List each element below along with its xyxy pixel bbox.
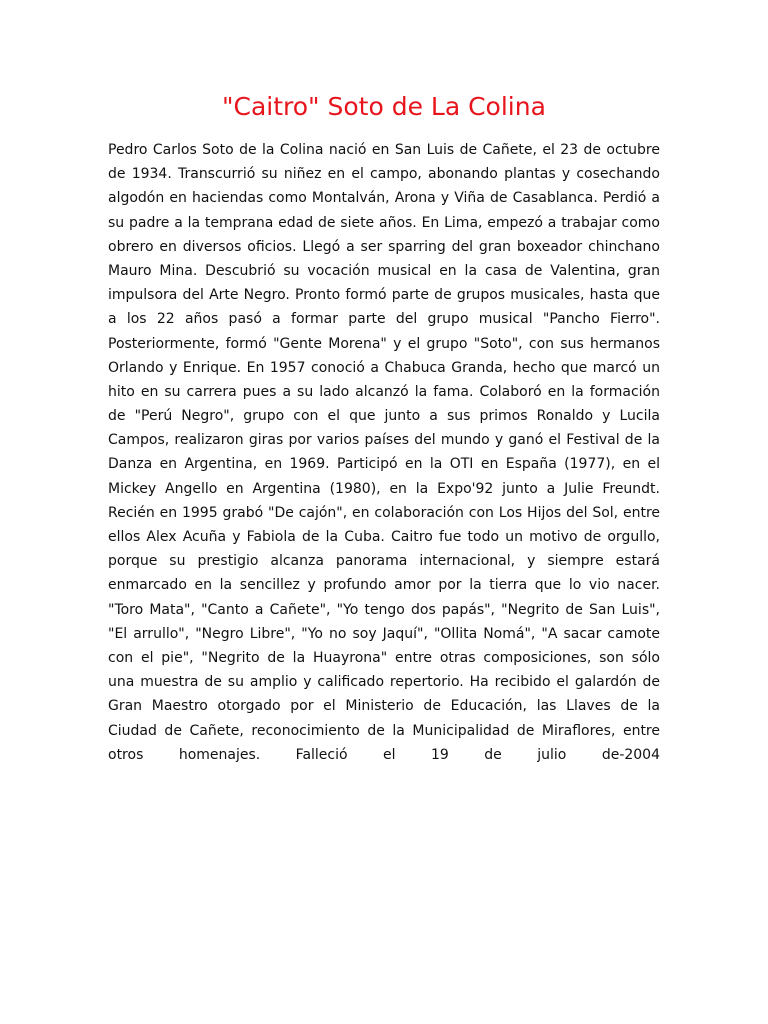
paragraph-line: con el pie", "Negrito de la Huayrona" entre otras composiciones, son sólo	[108, 649, 660, 666]
paragraph-line: "Toro Mata", "Canto a Cañete", "Yo tengo dos papás", "Negrito de San Luis",	[108, 601, 660, 618]
paragraph-line: "El arrullo", "Negro Libre", "Yo no soy Jaquí", "Ollita Nomá", "A sacar camote	[108, 625, 660, 642]
paragraph-line: Posteriormente, formó "Gente Morena" y el grupo "Soto", con sus hermanos	[108, 335, 660, 352]
paragraph-line: porque su prestigio alcanza panorama internacional, y siempre estará	[108, 553, 660, 570]
paragraph-line: a los 22 años pasó a formar parte del grupo musical "Pancho Fierro".	[108, 311, 660, 328]
paragraph-line: otros homenajes. Falleció el 19 de julio de-2004	[108, 746, 660, 763]
paragraph-line: algodón en haciendas como Montalván, Arona y Viña de Casablanca. Perdió a	[108, 190, 660, 207]
page-title: "Caitro" Soto de La Colina	[222, 92, 546, 121]
paragraph-line: de 1934. Transcurrió su niñez en el campo, abonando plantas y cosechando	[108, 166, 660, 183]
paragraph-line: Ciudad de Cañete, reconocimiento de la Municipalidad de Miraflores, entre	[108, 722, 660, 739]
paragraph-line: enmarcado en la sencillez y profundo amor por la tierra que lo vio nacer.	[108, 577, 660, 594]
paragraph-line: Mickey Angello en Argentina (1980), en la Expo'92 junto a Julie Freundt.	[108, 480, 660, 497]
biography-paragraph	[108, 138, 660, 767]
paragraph-line: impulsora del Arte Negro. Pronto formó parte de grupos musicales, hasta que	[108, 287, 660, 304]
paragraph-line: ellos Alex Acuña y Fabiola de la Cuba. Caitro fue todo un motivo de orgullo,	[108, 529, 660, 545]
paragraph-line: Recién en 1995 grabó "De cajón", en colaboración con Los Hijos del Sol, entre	[108, 504, 660, 521]
paragraph-line: obrero en diversos oficios. Llegó a ser sparring del gran boxeador chinchano	[108, 238, 660, 255]
paragraph-line: Pedro Carlos Soto de la Colina nació en San Luis de Cañete, el 23 de octubre	[108, 142, 660, 158]
paragraph-line: Danza en Argentina, en 1969. Participó en la OTI en España (1977), en el	[108, 456, 660, 473]
paragraph-line: Campos, realizaron giras por varios países del mundo y ganó el Festival de la	[108, 432, 660, 449]
paragraph-line: Orlando y Enrique. En 1957 conoció a Chabuca Granda, hecho que marcó un	[108, 359, 660, 376]
paragraph-line: Gran Maestro otorgado por el Ministerio de Educación, las Llaves de la	[108, 698, 660, 715]
paragraph-line: de "Perú Negro", grupo con el que junto a sus primos Ronaldo y Lucila	[108, 408, 660, 425]
paragraph-line: su padre a la temprana edad de siete años. En Lima, empezó a trabajar como	[108, 214, 660, 231]
paragraph-line: Mauro Mina. Descubrió su vocación musical en la casa de Valentina, gran	[108, 262, 660, 279]
paragraph-line: una muestra de su amplio y calificado repertorio. Ha recibido el galardón de	[108, 674, 660, 691]
paragraph-line: hito en su carrera pues a su lado alcanzó la fama. Colaboró en la formación	[108, 383, 660, 400]
